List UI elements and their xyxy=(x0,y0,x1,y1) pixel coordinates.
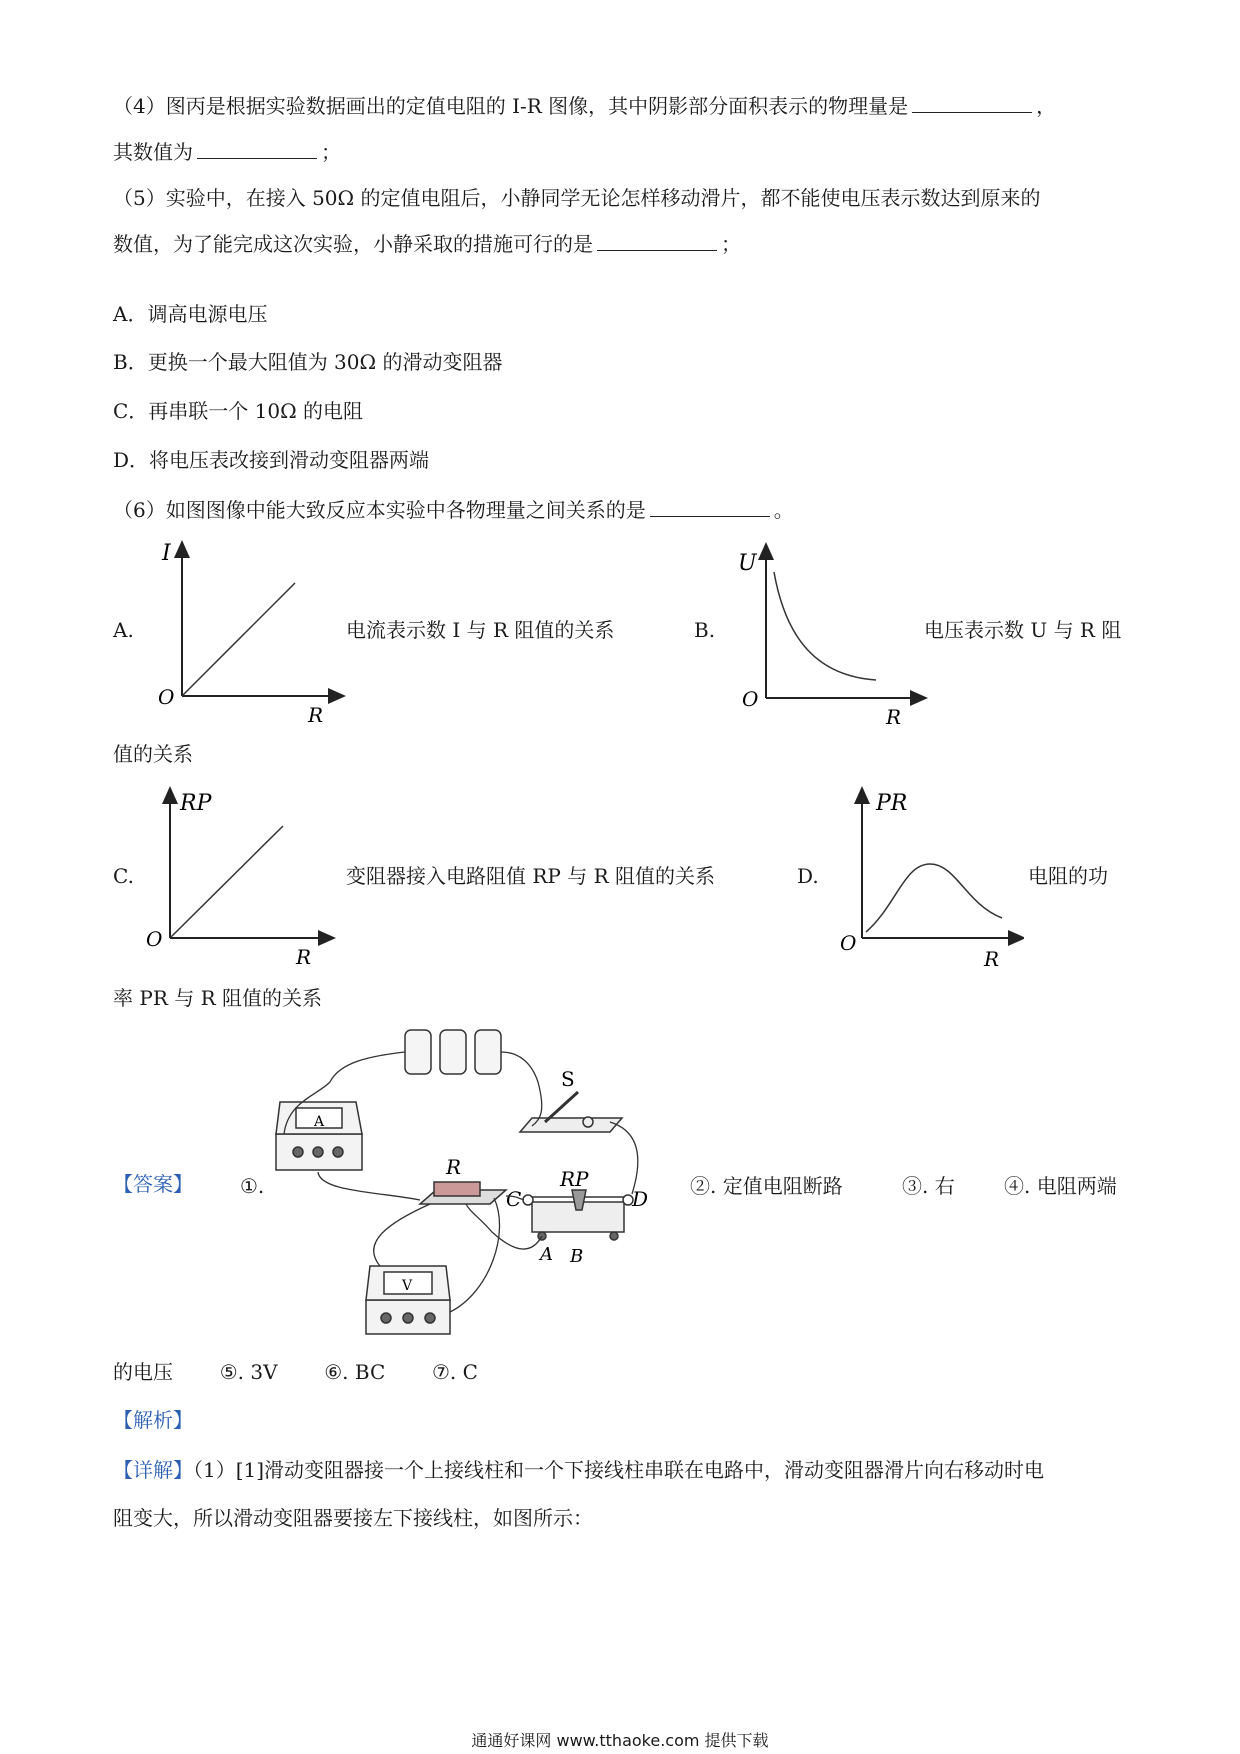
ammeter-label: A xyxy=(314,1114,325,1130)
terminal-c-label: C xyxy=(506,1187,522,1211)
answer-2: ②. 定值电阻断路 xyxy=(690,1174,843,1198)
q5-line2: 数值，为了能完成这次实验，小静采取的措施可行的是 ； xyxy=(113,232,741,256)
detail-tag: 【详解】 xyxy=(113,1458,193,1482)
terminal-b-label: B xyxy=(570,1246,584,1267)
answer-7: ⑦. C xyxy=(431,1360,478,1384)
q4-line1: （4）图丙是根据实验数据画出的定值电阻的 I-R 图像，其中阴影部分面积表示的物理量是 ， xyxy=(113,94,1057,118)
answer-4-cont: 的电压 xyxy=(113,1360,173,1384)
y-axis-label: U xyxy=(738,551,757,576)
answer-row2 xyxy=(113,1358,478,1386)
origin-label: O xyxy=(158,685,175,709)
curve-line xyxy=(774,572,876,680)
q4-line2: 其数值为 ； xyxy=(113,140,341,164)
switch-s xyxy=(520,1092,622,1132)
q6-option-d-caption-cont: 率 PR 与 R 阻值的关系 xyxy=(113,986,323,1010)
switch-label: S xyxy=(561,1067,575,1091)
x-axis-label: R xyxy=(308,703,324,727)
q5-line1: （5）实验中，在接入 50Ω 的定值电阻后，小静同学无论怎样移动滑片，都不能使电压表示数达到原来的 xyxy=(113,186,1041,210)
q6-option-b-letter: B. xyxy=(694,618,716,642)
q6-option-a-letter: A. xyxy=(113,618,134,642)
resistor-r xyxy=(420,1182,506,1204)
y-axis-label: I xyxy=(162,541,171,566)
q6-option-d-letter: D. xyxy=(797,864,819,888)
x-axis-label: R xyxy=(296,945,312,969)
q4-text1: （4）图丙是根据实验数据画出的定值电阻的 I-R 图像，其中阴影部分面积表示的物理量是 xyxy=(113,94,909,118)
rheostat-rp xyxy=(523,1190,633,1240)
rheostat-label: RP xyxy=(560,1167,589,1191)
answer-4: ④. 电阻两端 xyxy=(1004,1174,1117,1198)
ammeter xyxy=(276,1102,362,1170)
q5-option-c: C．再串联一个 10Ω 的电阻 xyxy=(113,399,364,423)
origin-label: O xyxy=(742,687,759,711)
q5-option-a: A．调高电源电压 xyxy=(113,302,268,326)
resistor-label: R xyxy=(446,1155,462,1179)
x-axis-label: R xyxy=(886,705,902,729)
terminal-a-label: A xyxy=(540,1244,553,1265)
q6-line1: （6）如图图像中能大致反应本实验中各物理量之间关系的是 。 xyxy=(113,498,794,522)
q6-option-d-caption: 电阻的功 xyxy=(1028,864,1108,888)
y-axis-label: RP xyxy=(180,791,212,816)
terminal-d-label: D xyxy=(632,1187,649,1211)
q6-option-b-caption: 电压表示数 U 与 R 阻 xyxy=(924,618,1122,642)
q6-option-c-caption: 变阻器接入电路阻值 RP 与 R 阻值的关系 xyxy=(346,864,716,888)
answer-1: ①. xyxy=(240,1174,265,1198)
voltmeter-label: V xyxy=(402,1278,413,1294)
analysis-tag: 【解析】 xyxy=(113,1408,193,1432)
answer-6: ⑥. BC xyxy=(324,1360,386,1384)
q6-graph-b xyxy=(728,540,928,732)
q6-option-b-caption-cont: 值的关系 xyxy=(113,742,193,766)
q6-option-a-caption: 电流表示数 I 与 R 阻值的关系 xyxy=(346,618,615,642)
q6-graph-c xyxy=(140,786,340,972)
battery-pack xyxy=(405,1030,501,1074)
q4-blank2[interactable] xyxy=(197,138,317,159)
q5-option-b: B．更换一个最大阻值为 30Ω 的滑动变阻器 xyxy=(113,350,503,374)
q6-graph-a xyxy=(150,538,350,728)
origin-label: O xyxy=(146,927,163,951)
q6-option-c-letter: C. xyxy=(113,864,134,888)
analysis-line1: 【详解】（1）[1]滑动变阻器接一个上接线柱和一个下接线柱串联在电路中，滑动变阻器滑片向右移动时电 xyxy=(113,1458,1045,1482)
x-axis-label: R xyxy=(984,947,1000,971)
circuit-diagram xyxy=(270,1022,670,1352)
q6-graph-d xyxy=(834,786,1024,972)
page-footer: 通通好课网 www.tthaoke.com 提供下载 xyxy=(471,1731,769,1750)
curve-line xyxy=(866,864,1002,932)
answer-5: ⑤. 3V xyxy=(219,1360,278,1384)
curve-line xyxy=(170,826,283,938)
analysis-line2: 阻变大，所以滑动变阻器要接左下接线柱，如图所示： xyxy=(113,1506,593,1530)
q6-blank[interactable] xyxy=(650,496,770,517)
q4-blank1[interactable] xyxy=(912,92,1032,113)
q5-option-d: D．将电压表改接到滑动变阻器两端 xyxy=(113,448,430,472)
origin-label: O xyxy=(840,931,857,955)
answer-3: ③. 右 xyxy=(902,1174,955,1198)
y-axis-label: PR xyxy=(876,791,908,816)
q5-blank[interactable] xyxy=(597,230,717,251)
curve-line xyxy=(182,583,295,696)
answer-tag: 【答案】 xyxy=(113,1172,193,1196)
voltmeter xyxy=(366,1266,450,1334)
